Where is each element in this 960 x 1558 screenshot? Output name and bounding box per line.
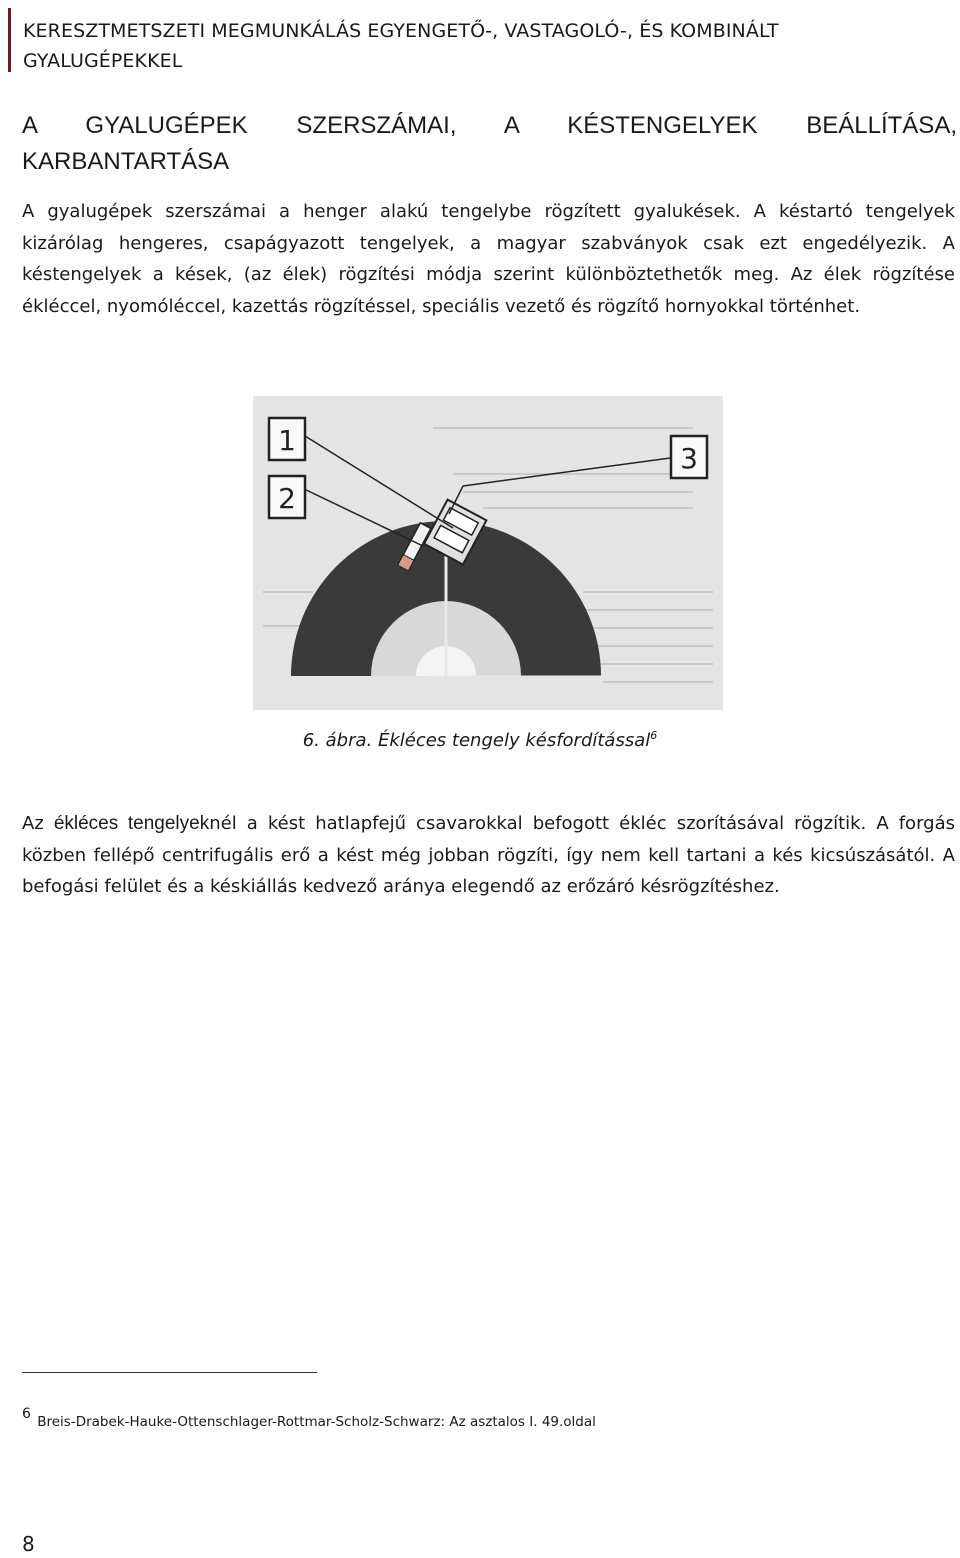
running-header [8,8,951,72]
footnote [22,1406,596,1430]
callout-label-2: 2 [278,482,296,515]
page-number: 8 [22,1532,35,1556]
section-title: A GYALUGÉPEK SZERSZÁMAI, A KÉSTENGELYEK BEÁLLÍTÁSA, KARBANTARTÁSA [22,112,957,175]
term-wedge-shaft: ékléces tengelyek [53,813,210,834]
figure-caption-footnote-ref: 6 [650,729,658,742]
footnote-number: 6 [22,1406,31,1422]
figure-illustration [253,396,723,710]
paragraph-wedge-shaft [22,808,955,903]
figure-caption-text: 6. ábra. Ékléces tengely késfordítással [302,730,651,751]
callout-label-3: 3 [680,442,698,475]
figure-knife-shaft [253,396,723,710]
figure-caption [0,729,960,751]
header-title: KERESZTMETSZETI MEGMUNKÁLÁS EGYENGETŐ-, VASTAGOLÓ-, ÉS KOMBINÁLT GYALUGÉPEKKEL [23,20,779,72]
footnote-separator [22,1372,317,1373]
footnote-text: Breis-Drabek-Hauke-Ottenschlager-Rottmar-Scholz-Schwarz: Az asztalos I. 49.oldal [37,1414,596,1430]
paragraph-prefix: Az [22,813,54,834]
paragraph-intro: A gyalugépek szerszámai a henger alakú tengelybe rögzített gyalukések. A késtartó tengelyek kizárólag hengeres, csapágyazott tengelyek, a magyar szabványok csak ezt engedélyezik. A késtengelyek a kések, (az élek) rögzítési módja szerint különböztethetők meg. Az élek rögzítése ékléccel, nyomóléccel, kazettás rögzítéssel, speciális vezető és rögzítő hornyokkal történhet. [22,201,955,317]
callout-label-1: 1 [278,424,296,457]
paragraph-body: nél a kést hatlapfejű csavarokkal befogott ékléc szorításával rögzítik. A forgás közben fellépő centrifugális erő a kést még jobban rögzíti, így nem kell tartani a kés kicsúszásától. A befogási felület és a késkiállás kedvező aránya elegendő az erőzáró késrögzítéshez. [22,813,955,897]
